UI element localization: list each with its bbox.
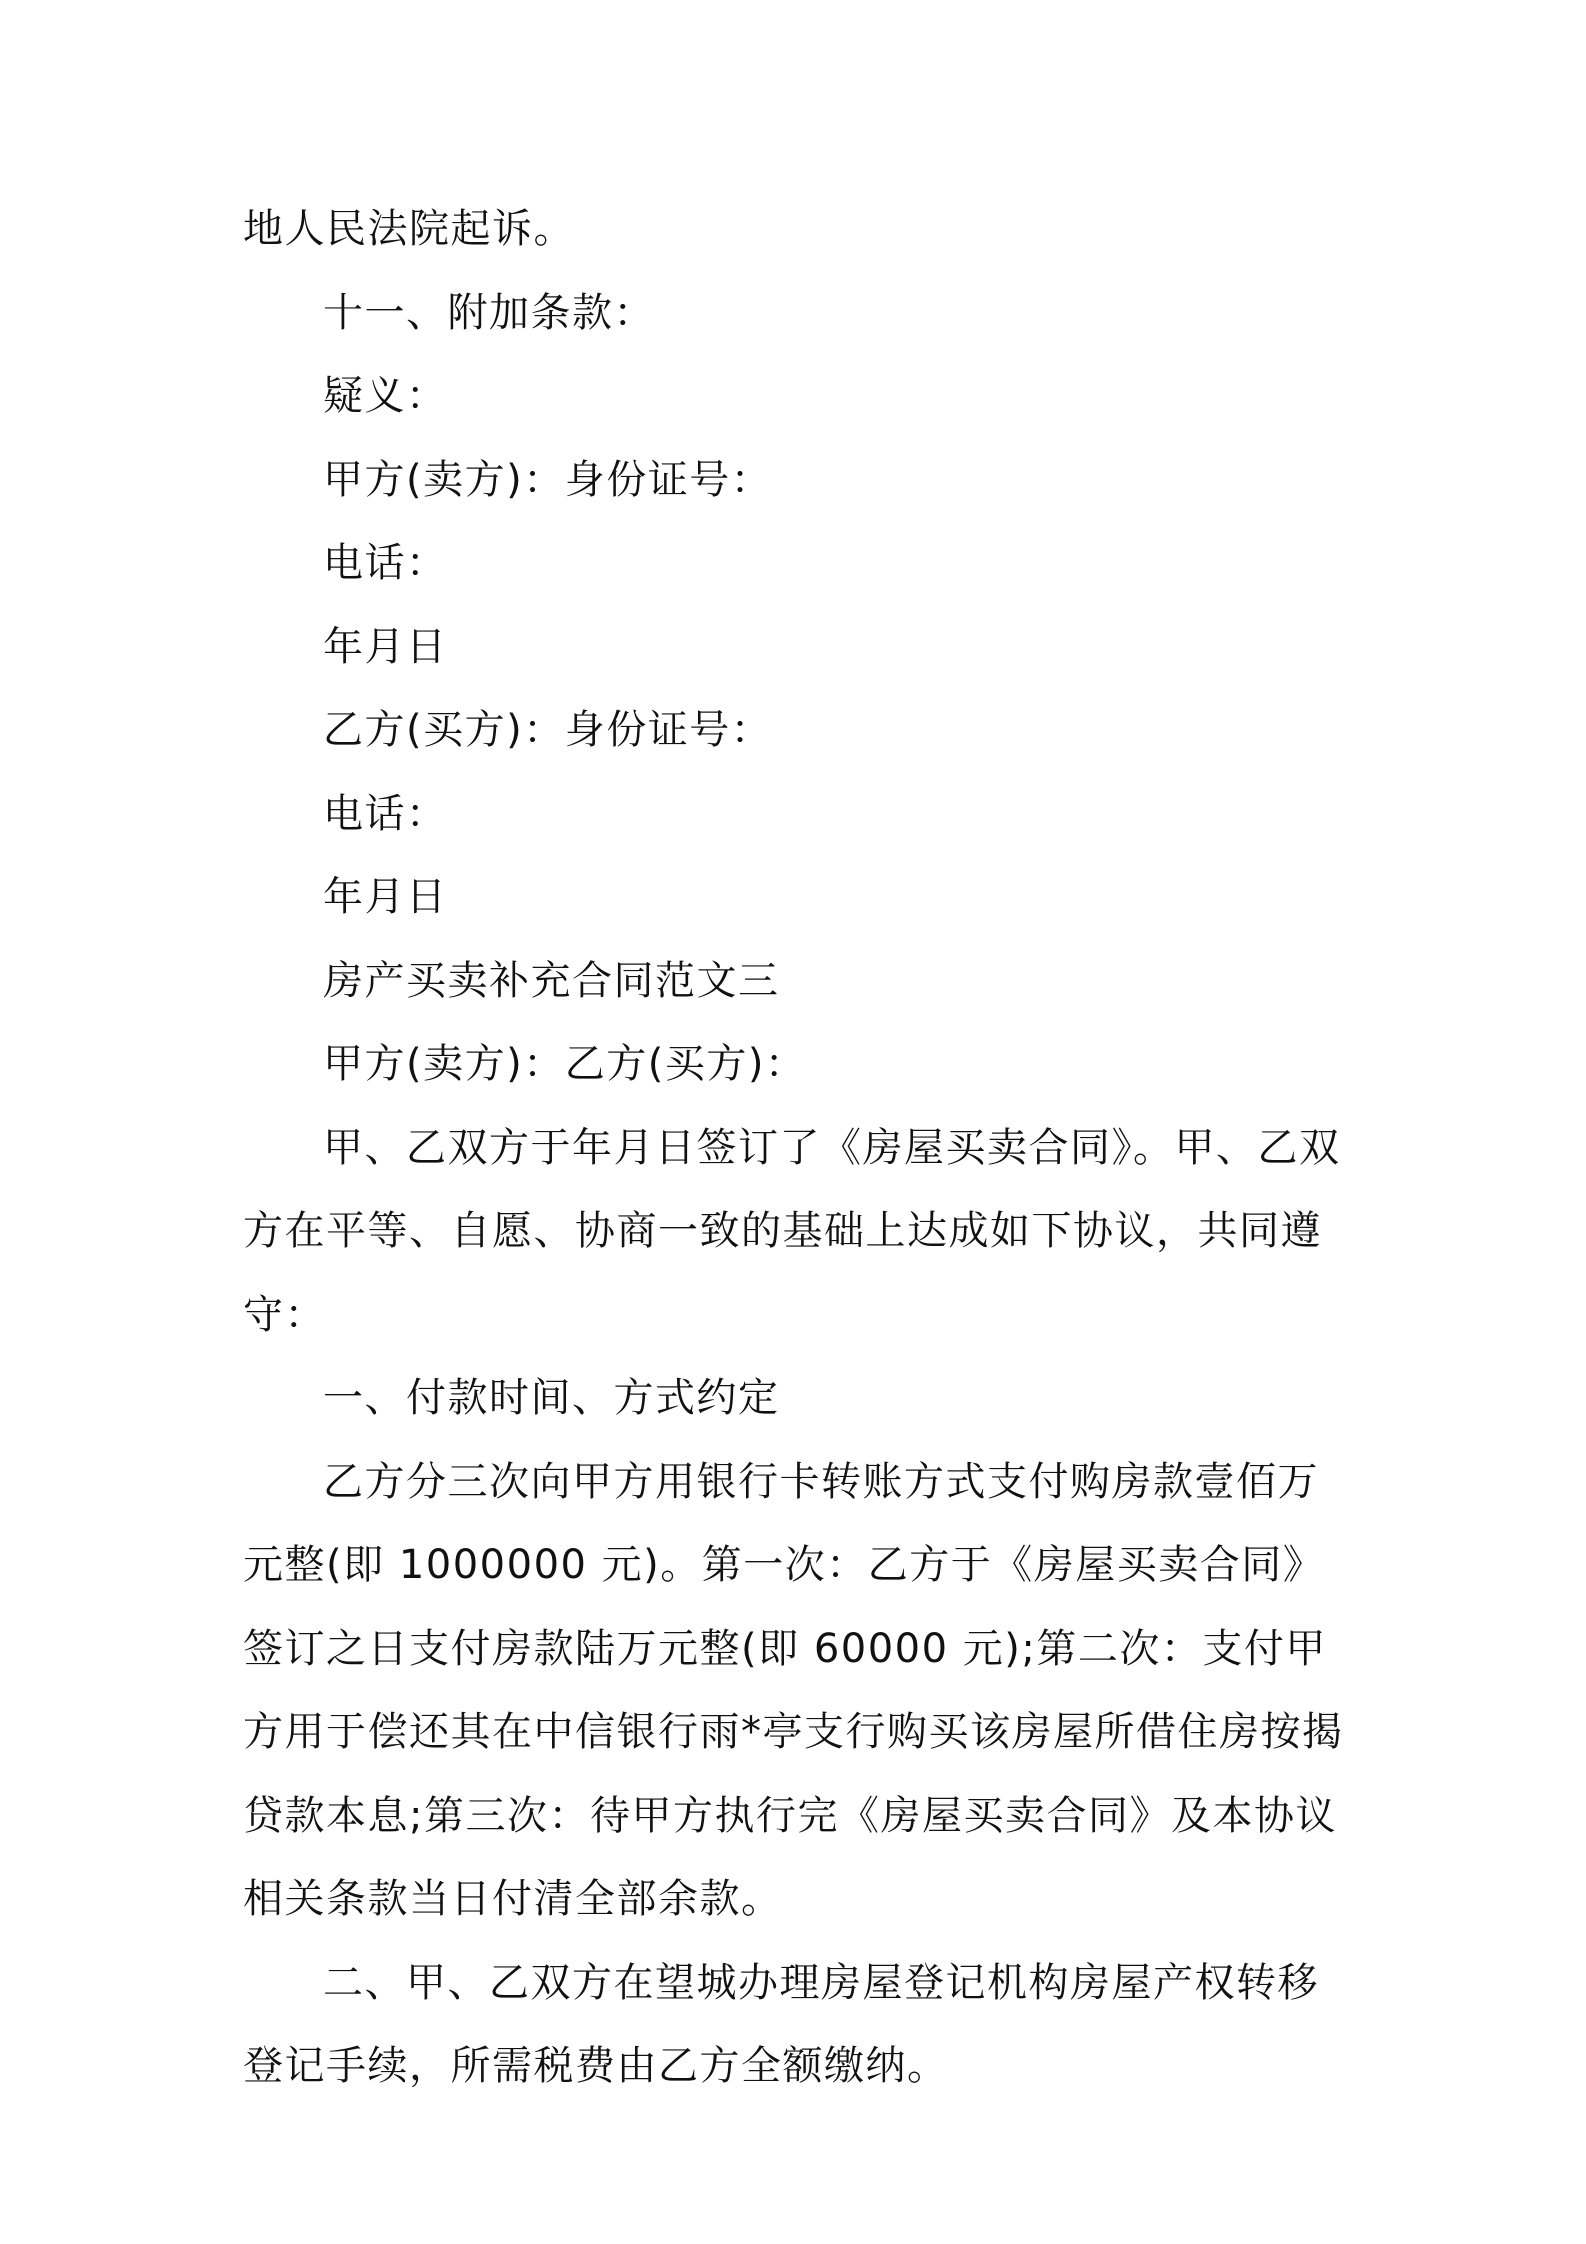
field-party-b-date: 年月日 [323,874,448,920]
heading-additional-terms: 十一、附加条款： [323,289,655,336]
field-party-b-id: 乙方(买方)：身份证号： [323,707,773,753]
paragraph-payment-details: 乙方分三次向甲方用银行卡转账方式支付购房款壹佰万元整(即 1000000 元)。第一次：乙方于《房屋买卖合同》签订之日支付房款陆万元整(即 60000 元);第二次：支付甲方用于偿还其在中信银行雨*亭支行购买该房屋所借住房按揭贷款本息;第三次：待甲方执行完《房屋买卖合同》及本协议相关条款当日付清全部余款。 [243,1458,1344,1922]
field-party-a-phone: 电话： [323,540,448,586]
parties-line: 甲方(卖方)：乙方(买方)： [323,1041,807,1087]
section-title: 房产买卖补充合同范文三 [323,957,780,1004]
document-body [243,188,1358,2109]
paragraph-registration: 二、甲、乙双方在望城办理房屋登记机构房屋产权转移登记手续，所需税费由乙方全额缴纳。 [243,1959,1319,2089]
field-party-b-phone: 电话： [323,790,448,837]
field-party-a-id: 甲方(卖方)：身份证号： [323,456,773,503]
field-party-a-date: 年月日 [323,623,448,670]
heading-payment-terms: 一、付款时间、方式约定 [323,1375,780,1421]
field-doubt: 疑义： [323,373,448,419]
paragraph-lawsuit-continuation: 地人民法院起诉。 [243,206,575,252]
paragraph-agreement-intro: 甲、乙双方于年月日签订了《房屋买卖合同》。甲、乙双方在平等、自愿、协商一致的基础上达成如下协议，共同遵守： [243,1124,1341,1338]
